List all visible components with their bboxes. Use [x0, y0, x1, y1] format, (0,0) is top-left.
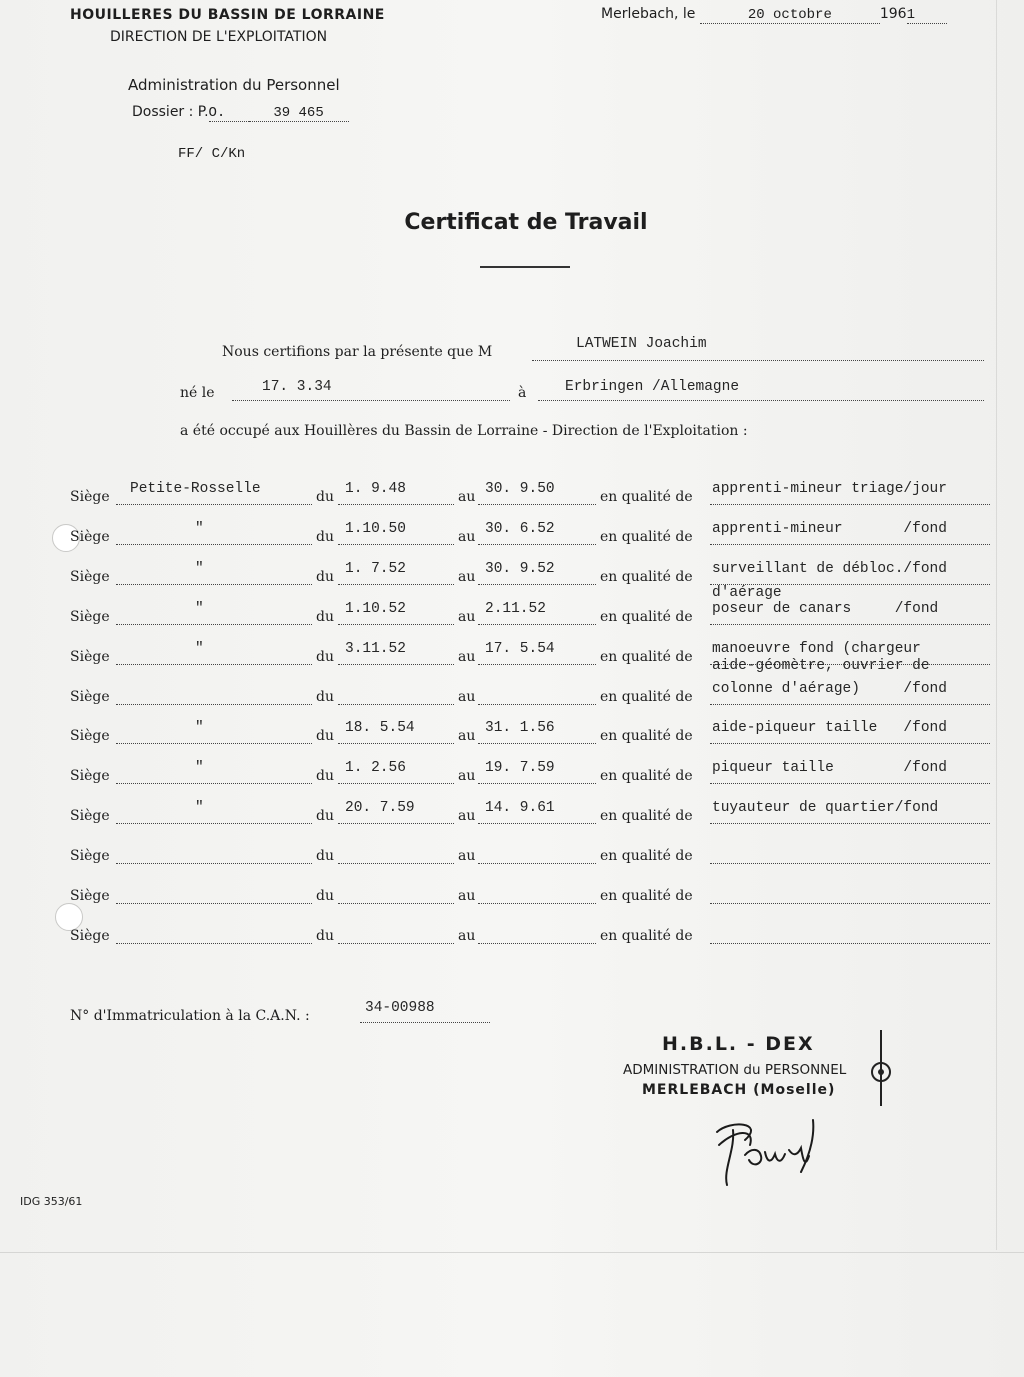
- qualite-dots: [710, 903, 990, 904]
- qualite-value: apprenti-mineur triage/jour: [712, 481, 947, 497]
- qualite-label: en qualité de: [600, 728, 693, 744]
- qualite-extra: aide-géomètre, ouvrier de: [712, 658, 930, 674]
- employed-text: a été occupé aux Houillères du Bassin de Lorraine - Direction de l'Exploitation :: [180, 423, 748, 439]
- qualite-label: en qualité de: [600, 529, 693, 545]
- au-dots: [478, 504, 596, 505]
- siege-label: Siège: [70, 689, 110, 705]
- du-dots: [338, 943, 454, 944]
- siege-label: Siège: [70, 569, 110, 585]
- qualite-dots: [710, 704, 990, 705]
- du-dots: [338, 863, 454, 864]
- au-label: au: [458, 808, 476, 824]
- du-dots: [338, 704, 454, 705]
- au-label: au: [458, 928, 476, 944]
- au-dots: [478, 903, 596, 904]
- au-label: au: [458, 569, 476, 585]
- stamp-department: ADMINISTRATION du PERSONNEL: [623, 1062, 847, 1078]
- name-dots: [532, 360, 984, 361]
- au-label: au: [458, 768, 476, 784]
- siege-value: ": [195, 720, 204, 736]
- du-dots: [338, 903, 454, 904]
- qualite-dots: [710, 624, 990, 625]
- birth-place-dots: [538, 400, 984, 401]
- siege-value: ": [195, 521, 204, 537]
- born-label: né le: [180, 385, 215, 401]
- siege-dots: [116, 943, 312, 944]
- siege-dots: [116, 704, 312, 705]
- qualite-value: apprenti-mineur /fond: [712, 521, 947, 537]
- qualite-value: aide-piqueur taille /fond: [712, 720, 947, 736]
- birth-date: 17. 3.34: [262, 379, 332, 395]
- siege-label: Siège: [70, 489, 110, 505]
- direction-name: DIRECTION DE L'EXPLOITATION: [110, 29, 328, 45]
- qualite-dots: [710, 823, 990, 824]
- qualite-dots: [710, 743, 990, 744]
- du-dots: [338, 584, 454, 585]
- qualite-value: surveillant de débloc./fond: [712, 561, 947, 577]
- siege-dots: [116, 544, 312, 545]
- birth-date-dots: [232, 400, 510, 401]
- au-value: 31. 1.56: [485, 720, 555, 736]
- au-dots: [478, 783, 596, 784]
- fold-line-vertical: [996, 0, 997, 1250]
- can-label: N° d'Immatriculation à la C.A.N. :: [70, 1008, 310, 1024]
- du-label: du: [316, 529, 334, 545]
- fold-line: [0, 1252, 1024, 1253]
- au-value: 17. 5.54: [485, 641, 555, 657]
- du-value: 1.10.52: [345, 601, 406, 617]
- person-name: LATWEIN Joachim: [576, 336, 707, 352]
- qualite-dots: [710, 943, 990, 944]
- du-dots: [338, 544, 454, 545]
- au-value: 30. 9.52: [485, 561, 555, 577]
- au-label: au: [458, 489, 476, 505]
- signature: [705, 1100, 835, 1190]
- qualite-dots: [710, 504, 990, 505]
- dossier-number: 39 465: [249, 105, 349, 122]
- du-value: 18. 5.54: [345, 720, 415, 736]
- dossier-label: Dossier : P.: [132, 104, 209, 120]
- siege-dots: [116, 823, 312, 824]
- siege-label: Siège: [70, 808, 110, 824]
- punch-hole: [55, 903, 83, 931]
- birth-place: Erbringen /Allemagne: [565, 379, 740, 395]
- du-value: 3.11.52: [345, 641, 406, 657]
- du-label: du: [316, 609, 334, 625]
- year-prefix: 196: [879, 6, 907, 22]
- reference-code: FF/ C/Kn: [178, 146, 246, 162]
- qualite-value: tuyauteur de quartier/fond: [712, 800, 939, 816]
- siege-value: ": [195, 800, 204, 816]
- document-title: Certificat de Travail: [404, 210, 648, 235]
- date-line: [601, 6, 947, 24]
- siege-label: Siège: [70, 848, 110, 864]
- form-code: IDG 353/61: [20, 1195, 83, 1208]
- qualite-label: en qualité de: [600, 489, 693, 505]
- qualite-extra: d'aérage: [712, 585, 782, 601]
- stamp-emblem-icon: [866, 1028, 896, 1108]
- qualite-value: poseur de canars /fond: [712, 601, 939, 617]
- siege-dots: [116, 584, 312, 585]
- siege-label: Siège: [70, 768, 110, 784]
- au-value: 30. 9.50: [485, 481, 555, 497]
- du-label: du: [316, 689, 334, 705]
- qualite-value: colonne d'aérage) /fond: [712, 681, 947, 697]
- du-label: du: [316, 768, 334, 784]
- du-value: 1.10.50: [345, 521, 406, 537]
- siege-label: Siège: [70, 928, 110, 944]
- du-label: du: [316, 569, 334, 585]
- siege-dots: [116, 863, 312, 864]
- du-value: 1. 9.48: [345, 481, 406, 497]
- au-dots: [478, 863, 596, 864]
- siege-value: ": [195, 760, 204, 776]
- qualite-value: piqueur taille /fond: [712, 760, 947, 776]
- qualite-label: en qualité de: [600, 569, 693, 585]
- au-label: au: [458, 848, 476, 864]
- siege-value: ": [195, 601, 204, 617]
- department-name: Administration du Personnel: [128, 76, 340, 94]
- siege-value: Petite-Rosselle: [130, 481, 261, 497]
- siege-dots: [116, 504, 312, 505]
- stamp-title: H.B.L. - DEX: [662, 1033, 815, 1055]
- au-dots: [478, 584, 596, 585]
- can-number: 34-00988: [365, 1000, 435, 1016]
- au-label: au: [458, 689, 476, 705]
- siege-dots: [116, 903, 312, 904]
- du-label: du: [316, 728, 334, 744]
- siege-label: Siège: [70, 529, 110, 545]
- au-dots: [478, 743, 596, 744]
- du-label: du: [316, 888, 334, 904]
- au-value: 2.11.52: [485, 601, 546, 617]
- year-suffix: 1: [907, 7, 947, 24]
- du-dots: [338, 743, 454, 744]
- siege-dots: [116, 624, 312, 625]
- au-dots: [478, 544, 596, 545]
- du-dots: [338, 664, 454, 665]
- qualite-dots: [710, 863, 990, 864]
- siege-label: Siège: [70, 649, 110, 665]
- au-value: 30. 6.52: [485, 521, 555, 537]
- au-label: au: [458, 728, 476, 744]
- du-dots: [338, 504, 454, 505]
- qualite-label: en qualité de: [600, 689, 693, 705]
- qualite-label: en qualité de: [600, 609, 693, 625]
- qualite-label: en qualité de: [600, 928, 693, 944]
- au-label: au: [458, 649, 476, 665]
- au-label: au: [458, 609, 476, 625]
- siege-label: Siège: [70, 728, 110, 744]
- du-value: 1. 7.52: [345, 561, 406, 577]
- title-underline: [480, 266, 570, 268]
- siege-value: ": [195, 561, 204, 577]
- au-dots: [478, 704, 596, 705]
- dossier-value: O.: [209, 105, 249, 122]
- du-label: du: [316, 928, 334, 944]
- qualite-label: en qualité de: [600, 768, 693, 784]
- stamp-location: MERLEBACH (Moselle): [642, 1082, 836, 1098]
- at-label: à: [518, 385, 527, 401]
- dossier-line: [132, 104, 349, 122]
- certify-label: Nous certifions par la présente que M: [222, 344, 493, 360]
- qualite-label: en qualité de: [600, 848, 693, 864]
- siege-label: Siège: [70, 888, 110, 904]
- siege-dots: [116, 743, 312, 744]
- au-dots: [478, 664, 596, 665]
- du-label: du: [316, 848, 334, 864]
- au-label: au: [458, 529, 476, 545]
- company-name: HOUILLERES DU BASSIN DE LORRAINE: [70, 7, 385, 23]
- du-value: 20. 7.59: [345, 800, 415, 816]
- au-dots: [478, 943, 596, 944]
- siege-value: ": [195, 641, 204, 657]
- can-dots: [360, 1022, 490, 1023]
- siege-dots: [116, 783, 312, 784]
- du-value: 1. 2.56: [345, 760, 406, 776]
- du-dots: [338, 624, 454, 625]
- qualite-label: en qualité de: [600, 649, 693, 665]
- du-label: du: [316, 489, 334, 505]
- qualite-label: en qualité de: [600, 888, 693, 904]
- du-dots: [338, 783, 454, 784]
- au-value: 14. 9.61: [485, 800, 555, 816]
- du-label: du: [316, 649, 334, 665]
- place-label: Merlebach, le: [601, 6, 696, 22]
- qualite-label: en qualité de: [600, 808, 693, 824]
- qualite-dots: [710, 544, 990, 545]
- qualite-value: manoeuvre fond (chargeur: [712, 641, 921, 657]
- du-label: du: [316, 808, 334, 824]
- au-dots: [478, 823, 596, 824]
- au-label: au: [458, 888, 476, 904]
- du-dots: [338, 823, 454, 824]
- qualite-dots: [710, 783, 990, 784]
- date-value: 20 octobre: [700, 7, 880, 24]
- siege-dots: [116, 664, 312, 665]
- siege-label: Siège: [70, 609, 110, 625]
- au-dots: [478, 624, 596, 625]
- au-value: 19. 7.59: [485, 760, 555, 776]
